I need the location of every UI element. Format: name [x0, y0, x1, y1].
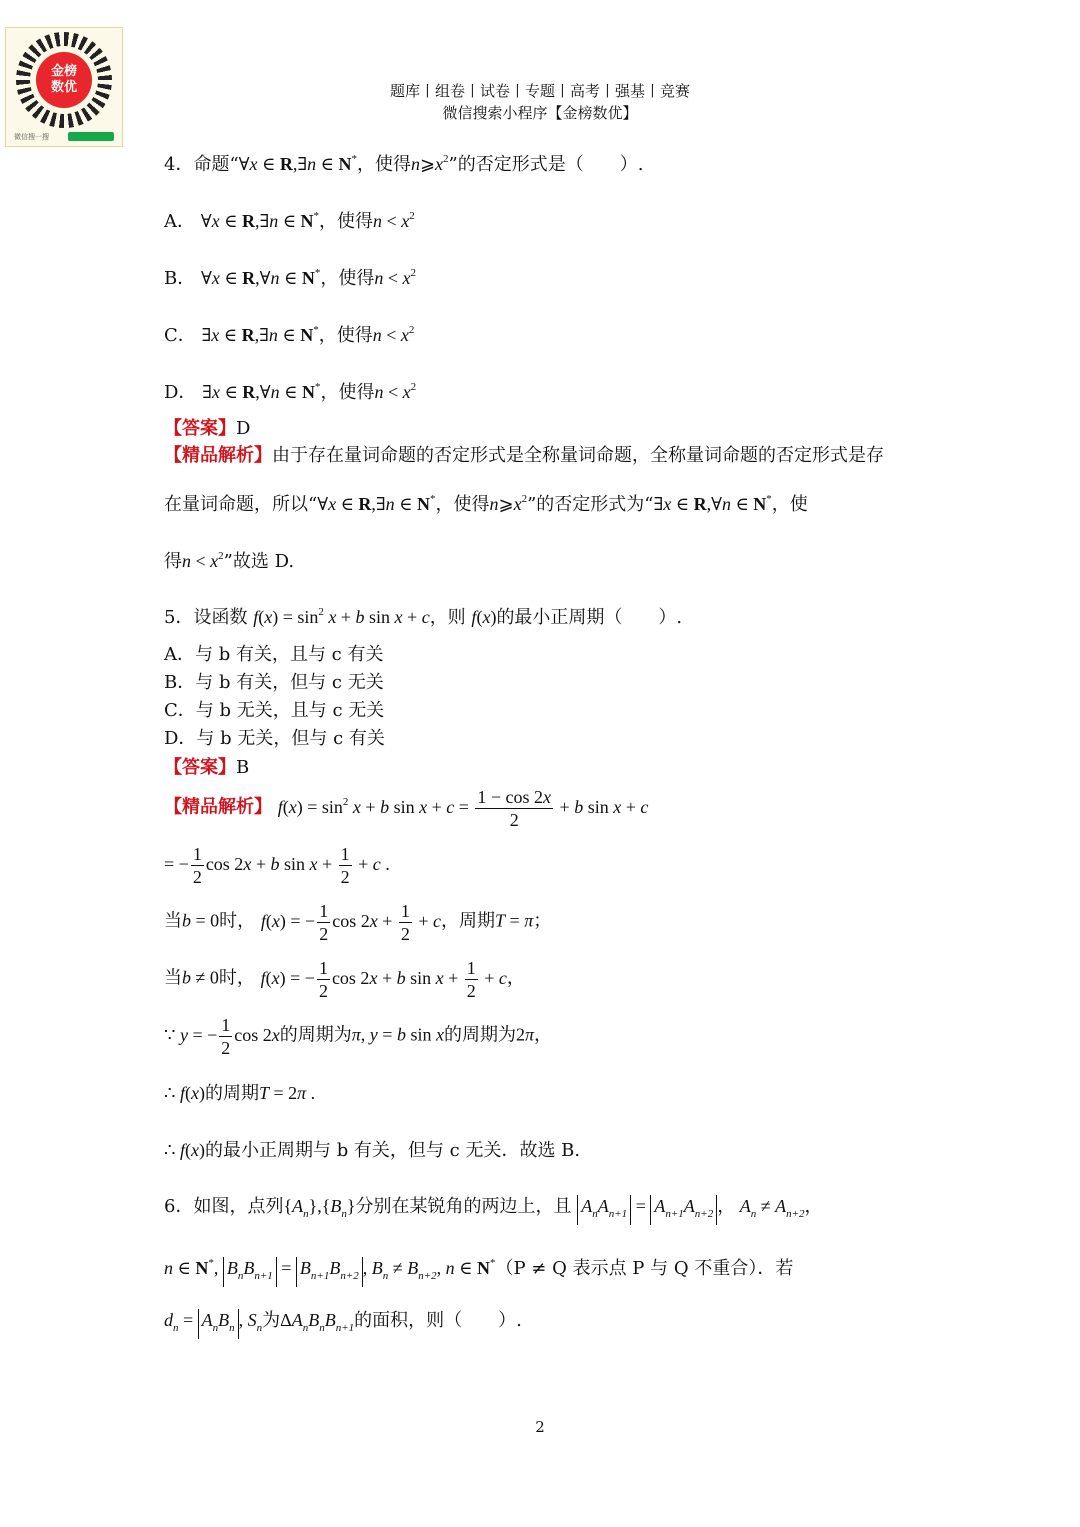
q5-analysis-line-5: ∵ y = − $\frac{1}{2}$ cos 2x的周期为π, y = b sin x的周期为2π，	[164, 1015, 552, 1058]
q6-stem-line-1: 6．如图，点列$\{A_n\},\{B_n\}$分别在某锐角的两边上，且 $A_nA_{n+1} = A_{n+1}A_{n+2}$ ， $A_n \ne A_{n+2}$，	[164, 1194, 823, 1226]
logo-button	[68, 132, 114, 141]
q4-analysis-line-3: 得$n < x^2$”故选 D.	[164, 550, 295, 572]
q5-analysis-line-4: 当b ≠ 0时， f(x) = − $\frac{1}{2}$ cos 2x + b sin x + $\frac{1}{2}$ + c，	[164, 958, 525, 1001]
q5-analysis-line-6: ∴ f(x)的周期T = 2π .	[164, 1083, 316, 1104]
q5-analysis-line-7: ∴ f(x)的最小正周期与 b 有关，但与 c 无关．故选 B.	[164, 1140, 581, 1161]
q4-option-a: A． ∀x ∈ R,∃n ∈ N*，使得$n < x^2$	[164, 210, 415, 232]
q5-option-b: B．与 b 有关，但与 c 无关	[164, 672, 384, 693]
q4-analysis-line-2: 在量词命题，所以“∀x ∈ R,∃n ∈ N*，使得$n⩾x^2$”的否定形式为“∃x ∈ R,∀n ∈ N*，使	[164, 493, 808, 515]
q5-option-c: C．与 b 无关，且与 c 无关	[164, 700, 385, 721]
q4-option-c: C． ∃x ∈ R,∃n ∈ N*，使得$n < x^2$	[164, 324, 415, 346]
q5-option-a: A．与 b 有关，且与 c 有关	[164, 644, 384, 665]
q4-answer: 【答案】D	[164, 418, 251, 439]
logo-badge: 金榜 数优	[36, 52, 92, 108]
header-line-1: 题库丨组卷丨试卷丨专题丨高考丨强基丨竞赛	[389, 82, 690, 100]
q4-option-b: B． ∀x ∈ R,∀n ∈ N*，使得$n < x^2$	[164, 267, 417, 289]
q6-stem-line-3: $d_n = A_nB_n$ , $S_n$为$\Delta A_nB_nB_{n+1}$的面积，则（ ）.	[164, 1308, 522, 1340]
q4-analysis-line-1: 【精品解析】由于存在量词命题的否定形式是全称量词命题，全称量词命题的否定形式是存	[164, 445, 884, 466]
q5-stem: 5．设函数 $f(x) = \sin^2 x + b$ sin x + c，则 f(x)的最小正周期（ ）.	[164, 606, 683, 628]
q5-answer: 【答案】B	[164, 757, 250, 778]
q6-stem-line-2: n ∈ N*, $B_nB_{n+1} = B_{n+1}B_{n+2}$ , $B_n \ne B_{n+2}$, n ∈ N*（P ≠ Q 表示点 P 与 Q 不重合）．若	[164, 1251, 793, 1288]
q5-analysis-line-3: 当b = 0时， f(x) = − $\frac{1}{2}$ cos 2x + $\frac{1}{2}$ + c，周期T = π；	[164, 901, 552, 944]
page-number: 2	[535, 1418, 545, 1436]
logo-footer-text: 微信搜一搜	[14, 133, 49, 141]
header-line-2: 微信搜索小程序【金榜数优】	[442, 104, 638, 122]
q5-option-d: D．与 b 无关，但与 c 有关	[164, 728, 385, 749]
page-header	[0, 80, 1080, 124]
q5-analysis-line-1: 【精品解析】 $f(x) = \sin^2 x + b$ sin x + c = $\frac{1 - \cos 2x}{2}$ + b sin x + c	[164, 787, 649, 830]
q4-option-d: D． ∃x ∈ R,∀n ∈ N*，使得$n < x^2$	[164, 381, 417, 403]
q4-stem: 4．命题“∀x ∈ R,∃n ∈ N*，使得$n⩾x^2$”的否定形式是（ ）.	[164, 153, 644, 175]
q5-analysis-line-2: = − $\frac{1}{2}$ cos 2x + b sin x + $\frac{1}{2}$ + c .	[164, 844, 390, 887]
